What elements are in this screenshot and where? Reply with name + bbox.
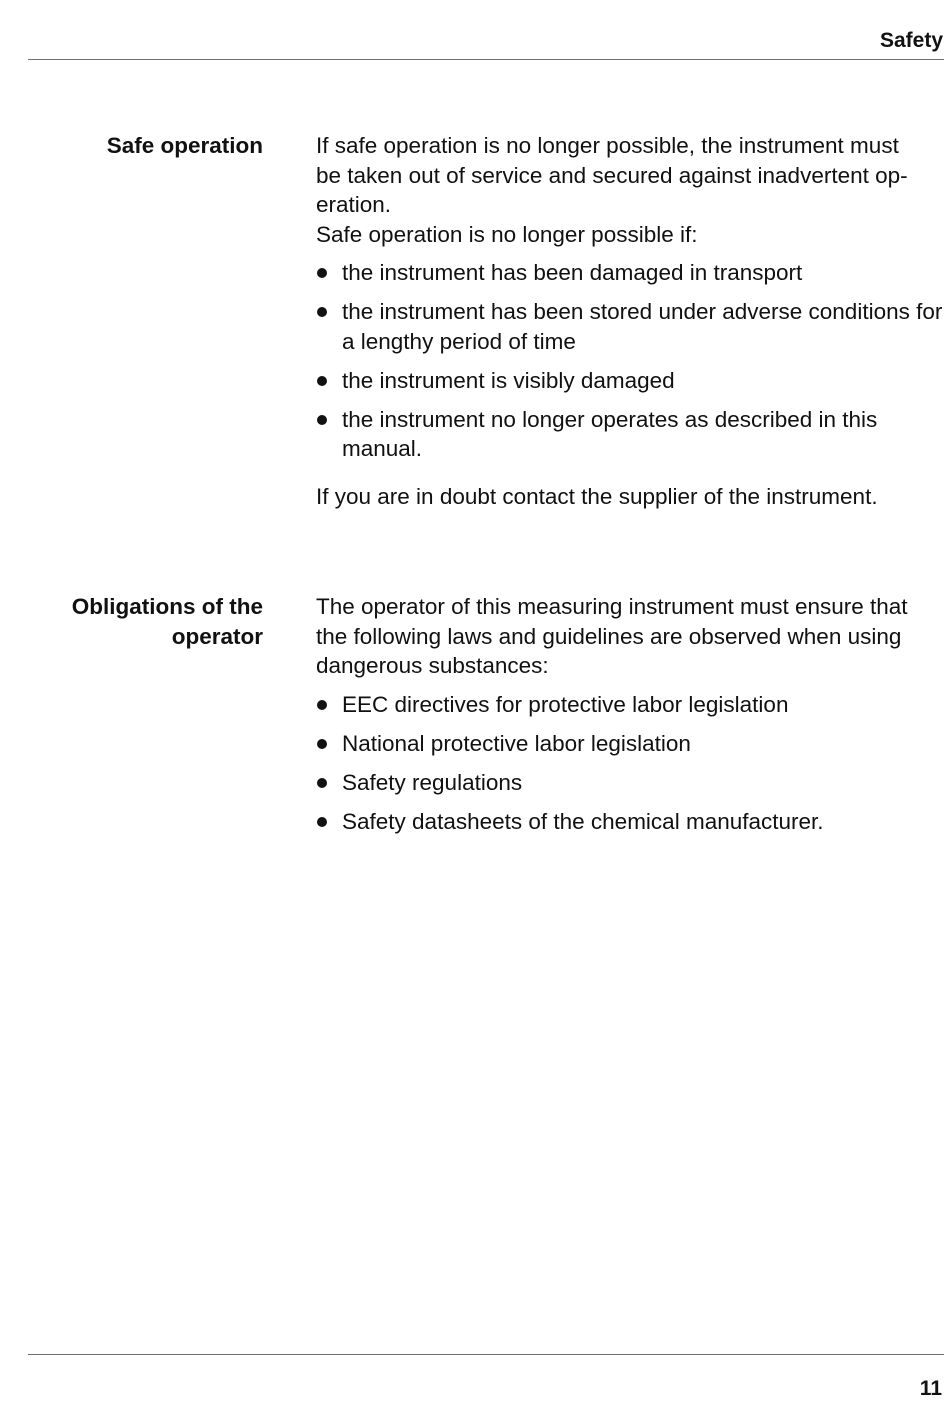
footer-divider: [28, 1354, 944, 1355]
intro-line: be taken out of service and secured against inadvertent op-: [316, 162, 908, 188]
list-item-text: National protective labor legislation: [342, 730, 691, 756]
condition-list: [316, 258, 944, 464]
list-item: [316, 807, 944, 837]
section-body: [316, 131, 944, 511]
list-item: [316, 366, 944, 396]
list-item: [316, 729, 944, 759]
section-label: [28, 592, 263, 652]
bullet-icon: [317, 739, 327, 749]
bullet-icon: [317, 307, 327, 317]
list-item-text: the instrument is visibly damaged: [342, 367, 675, 393]
list-item: [316, 258, 944, 288]
list-item: [316, 405, 944, 464]
list-item-text: EEC directives for protective labor legislation: [342, 691, 789, 717]
list-item-text: Safety datasheets of the chemical manufacturer.: [342, 808, 824, 834]
bullet-icon: [317, 700, 327, 710]
list-item-text: Safety regulations: [342, 769, 523, 795]
regulation-list: [316, 690, 944, 837]
closing-paragraph: If you are in doubt contact the supplier of the instrument.: [316, 483, 878, 509]
bullet-icon: [317, 415, 327, 425]
list-item: [316, 690, 944, 720]
list-item: [316, 768, 944, 798]
list-item: [316, 297, 944, 356]
header-divider: [28, 59, 944, 60]
intro-paragraph: The operator of this measuring instrument must ensure that the following laws and guidelines are observed when using dangerous substances:: [316, 594, 908, 678]
intro-paragraph: [316, 131, 944, 249]
list-item-text: the instrument no longer operates as described in this manual.: [342, 406, 878, 461]
section-label-line: operator: [171, 624, 263, 649]
intro-line: If safe operation is no longer possible, the instrument must: [316, 133, 899, 158]
intro-line: eration.: [316, 192, 392, 217]
bullet-icon: [317, 268, 327, 278]
lead-line: Safe operation is no longer possible if:: [316, 221, 698, 247]
bullet-icon: [317, 376, 327, 386]
header-title: Safety: [879, 29, 943, 52]
bullet-icon: [317, 778, 327, 788]
section-label: Safe operation: [106, 133, 263, 158]
page-number: 11: [919, 1377, 942, 1400]
list-item-text: the instrument has been damaged in transport: [342, 260, 803, 285]
section-label-line: Obligations of the: [71, 594, 263, 619]
section-body: [316, 592, 944, 846]
bullet-icon: [317, 817, 327, 827]
list-item-text: the instrument has been stored under adverse conditions for a lengthy period of time: [342, 299, 943, 354]
